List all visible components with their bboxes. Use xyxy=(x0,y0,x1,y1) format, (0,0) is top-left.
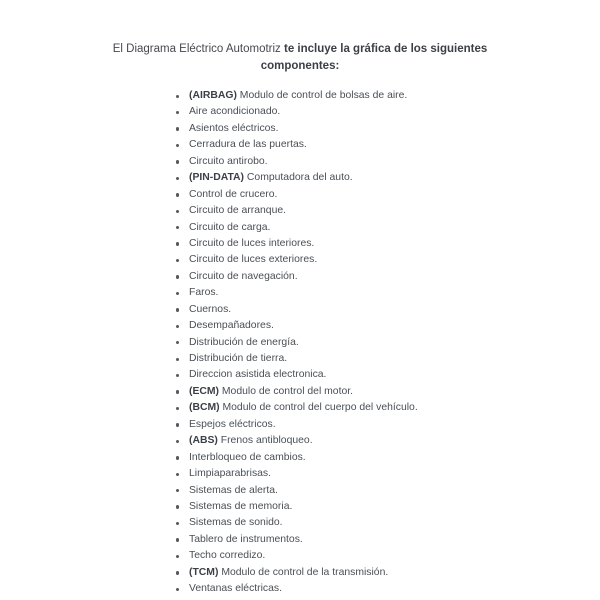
list-item xyxy=(175,236,418,252)
component-text: Ventanas eléctricas. xyxy=(189,583,282,595)
intro-strong-text-2: componentes: xyxy=(260,60,340,72)
bullet-icon xyxy=(176,177,179,180)
list-item xyxy=(175,384,418,400)
component-text: Computadora del auto. xyxy=(244,172,353,184)
list-item xyxy=(175,581,418,597)
list-item xyxy=(175,318,418,334)
bullet-icon xyxy=(176,588,179,591)
component-text: Limpiaparabrisas. xyxy=(189,468,272,480)
intro-paragraph xyxy=(0,41,600,75)
bullet-icon xyxy=(176,308,179,311)
list-item xyxy=(175,400,418,416)
list-item xyxy=(175,154,418,170)
list-item xyxy=(175,417,418,433)
bullet-icon xyxy=(176,522,179,525)
component-list xyxy=(175,88,418,598)
bullet-icon xyxy=(176,275,179,278)
bullet-icon xyxy=(176,95,179,98)
intro-strong-text: te incluye la gráfica de los siguientes xyxy=(284,43,488,55)
list-item xyxy=(175,88,418,104)
component-text: Sistemas de sonido. xyxy=(189,517,283,529)
component-text: Control de crucero. xyxy=(189,188,278,200)
bullet-icon xyxy=(176,423,179,426)
component-code: (TCM) xyxy=(189,566,219,578)
component-text: Sistemas de alerta. xyxy=(189,484,278,496)
intro-lead-text: El Diagrama Eléctrico Automotriz xyxy=(112,43,285,55)
bullet-icon xyxy=(176,193,179,196)
component-text: Faros. xyxy=(189,287,219,299)
component-text: Circuito de carga. xyxy=(189,221,271,233)
list-item xyxy=(175,104,418,120)
component-text: Circuito de luces exteriores. xyxy=(189,254,318,266)
bullet-icon xyxy=(176,226,179,229)
component-text: Sistemas de memoria. xyxy=(189,500,293,512)
list-item xyxy=(175,252,418,268)
bullet-icon xyxy=(176,341,179,344)
bullet-icon xyxy=(176,242,179,245)
list-item xyxy=(175,367,418,383)
intro-line-1 xyxy=(0,41,600,58)
bullet-icon xyxy=(176,374,179,377)
component-text: Modulo de control de bolsas de aire. xyxy=(236,90,408,101)
component-text: Tablero de instrumentos. xyxy=(189,533,303,545)
component-text: Circuito de arranque. xyxy=(189,205,287,217)
component-text: Circuito de luces interiores. xyxy=(189,237,315,249)
intro-line-2 xyxy=(0,58,600,75)
bullet-icon xyxy=(176,440,179,443)
bullet-icon xyxy=(176,555,179,558)
list-item xyxy=(175,483,418,499)
component-text: Modulo de control del cuerpo del vehículo. xyxy=(219,402,418,414)
component-text: Techo corredizo. xyxy=(189,550,266,562)
bullet-icon xyxy=(176,390,179,393)
bullet-icon xyxy=(176,538,179,541)
list-item xyxy=(175,220,418,236)
component-text: Distribución de tierra. xyxy=(189,353,288,364)
component-text: Espejos eléctricos. xyxy=(189,418,276,430)
bullet-icon xyxy=(176,127,179,130)
list-item xyxy=(175,269,418,285)
list-item xyxy=(175,121,418,137)
bullet-icon xyxy=(176,259,179,262)
component-text: Modulo de control de la transmisión. xyxy=(218,566,389,578)
component-text: Circuito antirobo. xyxy=(189,155,268,167)
component-text: Frenos antibloqueo. xyxy=(217,435,313,447)
bullet-icon xyxy=(176,571,179,574)
component-text: Cerradura de las puertas. xyxy=(189,139,307,151)
list-item xyxy=(175,170,418,186)
bullet-icon xyxy=(176,489,179,492)
component-text: Interbloqueo de cambios. xyxy=(189,451,306,463)
component-code: (BCM) xyxy=(189,402,220,414)
list-item xyxy=(175,137,418,153)
list-item xyxy=(175,351,418,367)
component-text: Direccion asistida electronica. xyxy=(189,369,327,381)
list-item xyxy=(175,532,418,548)
bullet-icon xyxy=(176,111,179,114)
component-text: Circuito de navegación. xyxy=(189,270,298,282)
component-code: (ABS) xyxy=(189,435,218,447)
list-item xyxy=(175,565,418,581)
component-text: Distribución de energía. xyxy=(189,336,299,348)
list-item xyxy=(175,433,418,449)
bullet-icon xyxy=(176,160,179,163)
bullet-icon xyxy=(176,456,179,459)
list-item xyxy=(175,187,418,203)
bullet-icon xyxy=(176,292,179,295)
component-code: (AIRBAG) xyxy=(189,90,237,101)
list-item xyxy=(175,203,418,219)
component-code: (ECM) xyxy=(189,385,220,397)
bullet-icon xyxy=(176,358,179,361)
component-text: Desempañadores. xyxy=(189,320,274,332)
bullet-icon xyxy=(176,407,179,410)
component-text: Cuernos. xyxy=(189,303,232,315)
list-item xyxy=(175,450,418,466)
list-item xyxy=(175,548,418,564)
list-item xyxy=(175,335,418,351)
component-text: Aire acondicionado. xyxy=(189,106,281,118)
bullet-icon xyxy=(176,210,179,213)
component-code: (PIN-DATA) xyxy=(189,172,245,184)
component-text: Modulo de control del motor. xyxy=(219,385,354,397)
component-text: Asientos eléctricos. xyxy=(189,122,279,134)
list-item xyxy=(175,515,418,531)
list-item xyxy=(175,285,418,301)
list-item xyxy=(175,499,418,515)
list-item xyxy=(175,466,418,482)
bullet-icon xyxy=(176,144,179,147)
bullet-icon xyxy=(176,325,179,328)
bullet-icon xyxy=(176,473,179,476)
list-item xyxy=(175,302,418,318)
bullet-icon xyxy=(176,505,179,508)
